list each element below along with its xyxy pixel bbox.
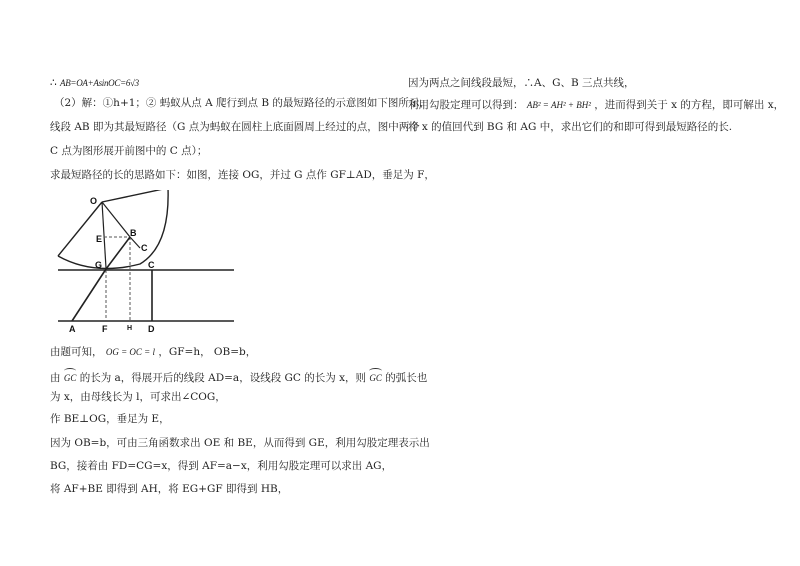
label-c-line: C — [148, 260, 155, 270]
label-g: G — [95, 260, 103, 270]
label-o: O — [90, 196, 98, 206]
segment-ag — [72, 269, 106, 321]
solution-line9: 作 BE⊥OG，垂足为 E， — [50, 413, 170, 425]
right-line1: 因为两点之间线段最短，∴A、G、B 三点共线， — [408, 77, 635, 89]
sector-radius-top — [102, 190, 168, 202]
sector-arc — [58, 190, 168, 269]
arc-gc-symbol-1: GC — [64, 369, 77, 385]
ab-formula: AB=OA+AsinOC=6√3 — [60, 78, 139, 88]
pythagoras-formula: AB² = AH² + BH² — [526, 100, 591, 110]
segment-gb — [106, 237, 130, 269]
therefore-symbol: ∴ — [50, 77, 57, 89]
arc-gc-symbol-2: GC — [369, 369, 382, 385]
label-d: D — [148, 324, 155, 334]
solution-line2: 线段 AB 即为其最短路径（G 点为蚂蚁在圆柱上底面圆周上经过的点，图中两个 — [50, 121, 420, 133]
solution-part2-line1: （2）解：①h+1；② 蚂蚁从点 A 爬行到点 B 的最短路径的示意图如下图所示， — [54, 97, 430, 109]
given-conditions — [50, 345, 256, 359]
label-h: H — [127, 325, 133, 332]
given-post: ，GF=h， OB=b， — [158, 346, 257, 358]
label-f: F — [102, 324, 108, 334]
label-b: B — [130, 228, 137, 238]
segment-og — [102, 202, 106, 268]
arc-line-mid: 的长为 a，得展开后的线段 AD=a，设线段 GC 的长为 x，则 — [79, 372, 367, 384]
given-pre: 由题可知， — [50, 346, 103, 358]
solution-line4: 求最短路径的长的思路如下：如图，连接 OG，并过 G 点作 GF⊥AD，垂足为 F， — [50, 169, 435, 181]
og-oc-formula: OG = OC = l — [105, 347, 155, 357]
right-line3: 将 x 的值回代到 BG 和 AG 中，求出它们的和即可得到最短路径的长. — [408, 121, 733, 133]
solution-line10: 因为 OB=b，可由三角函数求出 OE 和 BE，从而得到 GE，利用勾股定理表示出 — [50, 437, 430, 449]
arc-line-pre: 由 — [50, 372, 61, 384]
formula-ab-result — [50, 76, 139, 90]
label-a: A — [69, 324, 76, 334]
segment-bc — [130, 237, 140, 248]
label-c-arc: C — [141, 243, 148, 253]
right-line2-post: ，进而得到关于 x 的方程，即可解出 x， — [594, 99, 785, 111]
sector-radius-og — [58, 202, 102, 256]
solution-line3: C 点为图形展开前图中的 C 点）； — [50, 145, 208, 157]
solution-line12: 将 AF+BE 即得到 AH，将 EG+GF 即得到 HB， — [50, 483, 289, 495]
segment-ob — [102, 202, 130, 237]
solution-line11: BG，接着由 FD=CG=x，得到 AF=a−x，利用勾股定理可以求出 AG， — [50, 460, 393, 472]
solution-line8: 为 x，由母线长为 l，可求出∠COG， — [50, 391, 226, 403]
right-line2 — [408, 98, 784, 112]
arc-line-post: 的弧长也 — [385, 372, 428, 384]
right-line2-pre: 利用勾股定理可以得到： — [408, 99, 524, 111]
label-e: E — [96, 234, 103, 244]
arc-length-line — [50, 369, 427, 385]
unfolded-cylinder-diagram — [44, 190, 254, 340]
